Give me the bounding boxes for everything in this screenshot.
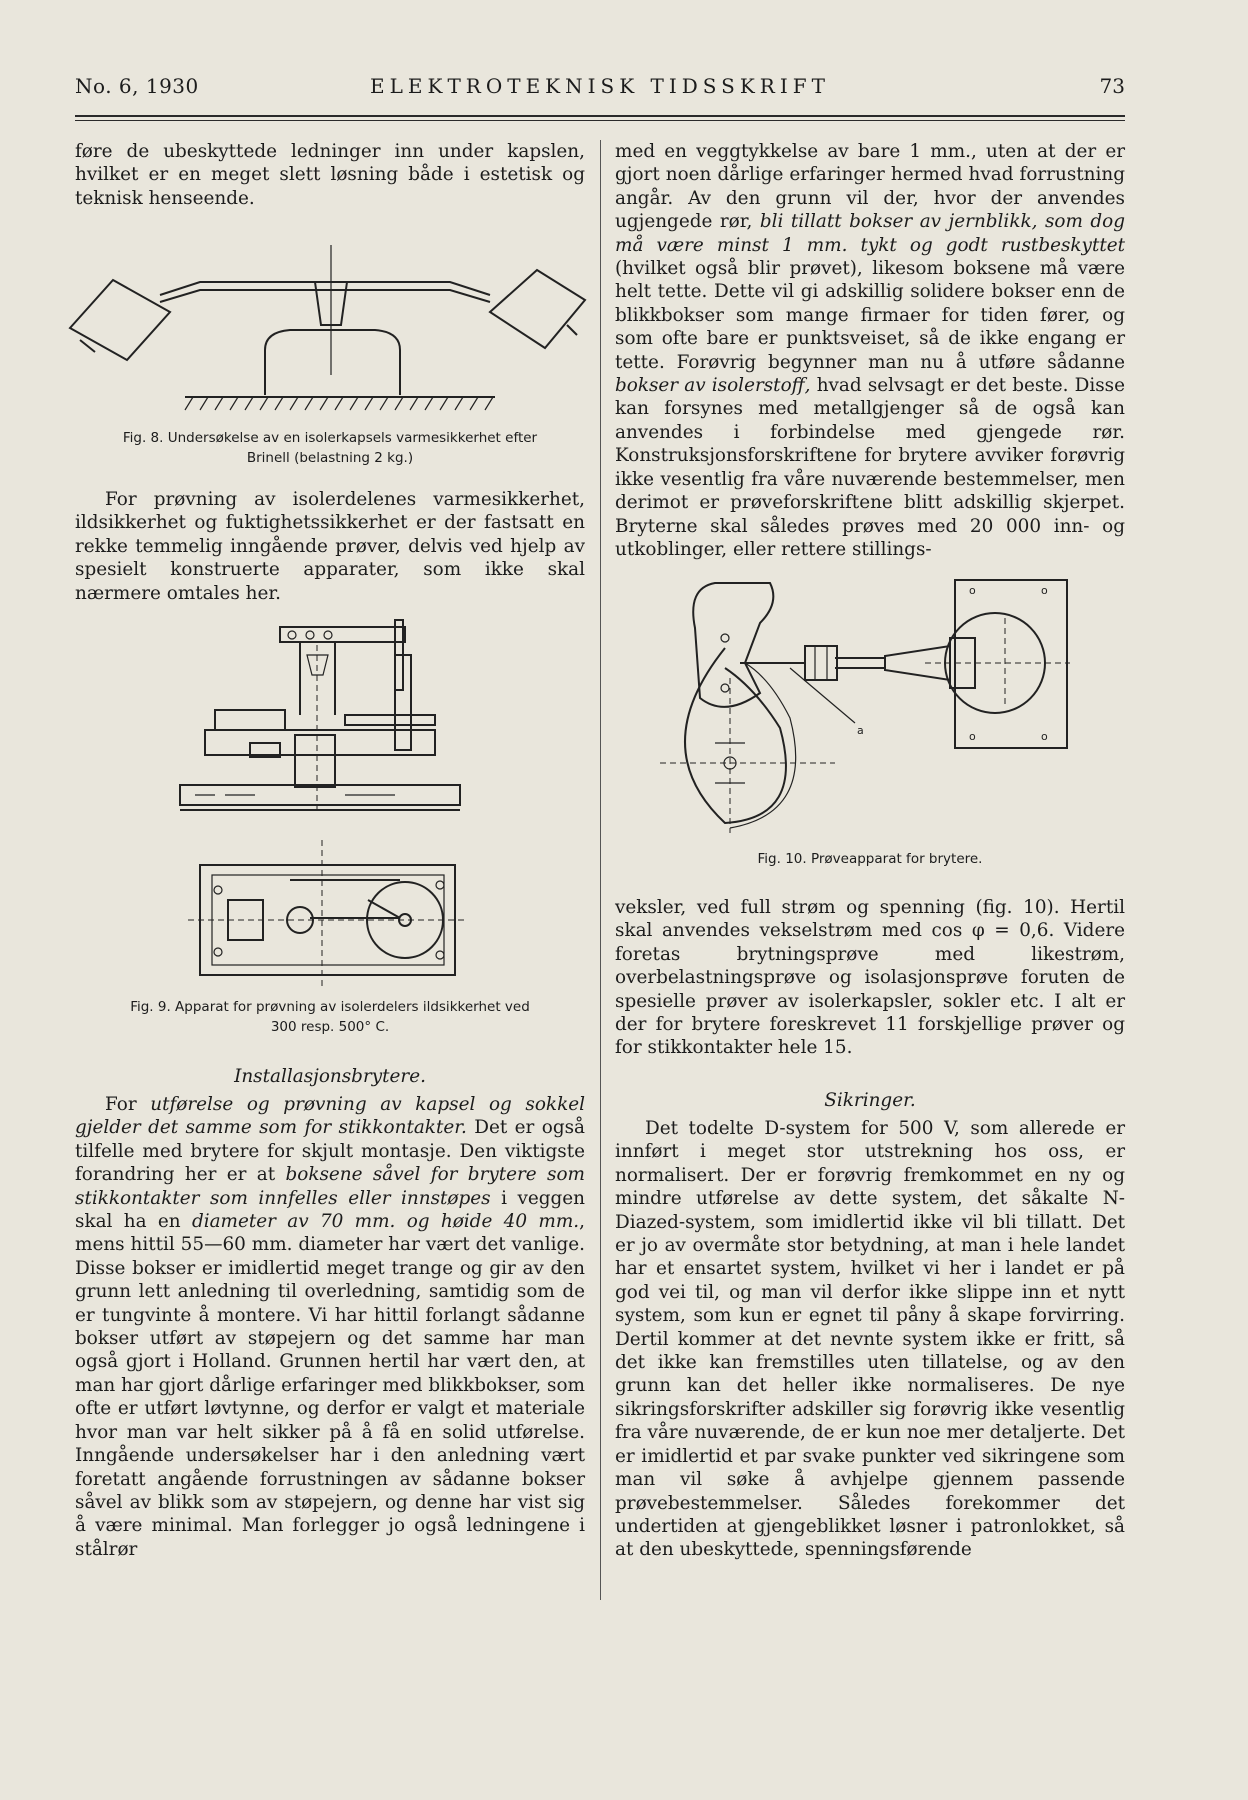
intro-paragraph: føre de ubeskyttede ledninger inn under kapslen, hvilket er en meget slett løsning både i estetisk og teknisk henseende. bbox=[75, 141, 585, 209]
column-divider bbox=[600, 140, 601, 1600]
fig9-caption-line1: Fig. 9. Apparat for prøvning av isolerdelers ildsikkerhet ved bbox=[130, 999, 530, 1015]
install-text-2: Det er også tilfelle med brytere for skjult montasje. Den viktigste forandring her er at bbox=[75, 1117, 585, 1186]
install-text-4: , mens hittil 55—60 mm. diameter har vært det vanlige. Disse bokser er imidlertid meget trange og gir av den grunn lett anledning til overledning, samtidig som de er tungvinte å montere. Vi har hittil forlangt sådanne bokser utført av støpejern og det samme har man også gjort i Holland. Grunnen hertil har vært den, at man har gjort dårlige erfaringer med blikkbokser, som ofte er utført løvtynne, og derfor er valgt et materiale hvor man var helt sikker på å få en solid utførelse. Inngående undersøkelser har i den anledning vært foretatt angående forrustningen av sådanne bokser såvel av blikk som av støpejern, og denne har vist sig å være minimal. Man forlegger jo også ledningene i stålrør bbox=[75, 1211, 585, 1560]
header-rule-thin bbox=[75, 120, 1125, 121]
fig10-label-o-3: o bbox=[969, 730, 976, 743]
running-header bbox=[75, 74, 1125, 108]
left-intro-block bbox=[75, 140, 585, 210]
install-text-1: For bbox=[105, 1094, 151, 1115]
fig8-caption-line1: Fig. 8. Undersøkelse av en isolerkapsels varmesikkerhet efter bbox=[122, 430, 538, 446]
right-emph-1: bli tillatt bokser av jernblikk, som dog må være minst 1 mm. tykt og godt rustbeskyttet bbox=[615, 211, 1125, 256]
right-sikringer-block bbox=[615, 1117, 1125, 1562]
fig8-caption bbox=[75, 428, 585, 468]
header-rule bbox=[75, 115, 1125, 117]
fig9-caption-line2: 300 resp. 500° C. bbox=[270, 1019, 390, 1035]
left-install-block bbox=[75, 1093, 585, 1561]
fig10-caption: Fig. 10. Prøveapparat for brytere. bbox=[757, 851, 983, 867]
fig10-label-a: a bbox=[857, 724, 864, 737]
right-text-1: med en veggtykkelse av bare 1 mm., uten at der er gjort noen dårlige erfaringer hermed hvad forrustning angår. Av den grunn vil der, hvor der anvendes ugjengede rør, bbox=[615, 141, 1125, 233]
veksler-paragraph: veksler, ved full strøm og spenning (fig. 10). Hertil skal anvendes vekselstrøm med cos φ = 0,6. Videre foretas brytningsprøve med likestrøm, overbelastningsprøve og isolasjonsprøve foruten de spesielle prøver av isolerkapsler, sokler etc. I alt er der for brytere foreskrevet 11 forskjellige prøver og for stikkontakter hele 15. bbox=[615, 897, 1125, 1059]
fig10-drawing bbox=[685, 578, 1085, 843]
fig10-label-o-1: o bbox=[969, 584, 976, 597]
right-veksler-block bbox=[615, 896, 1125, 1060]
page-number: 73 bbox=[1099, 74, 1125, 98]
fig10-label-o-4: o bbox=[1041, 730, 1048, 743]
right-text-2: (hvilket også blir prøvet), likesom boksene må være helt tette. Dette vil gi adskillig solidere bokser enn de blikkbokser som mange firmaer for tiden fører, og som ofte bare er punktsveiset, så de ikke engang er tette. Forøvrig begynner man nu å utføre sådanne bbox=[615, 258, 1125, 373]
journal-title: ELEKTROTEKNISK TIDSSKRIFT bbox=[370, 74, 830, 98]
section-installasjonsbrytere: Installasjonsbrytere. bbox=[234, 1066, 426, 1087]
right-emph-2: bokser av isolerstoff, bbox=[615, 375, 811, 397]
fig9-caption bbox=[75, 997, 585, 1037]
right-top-block bbox=[615, 140, 1125, 561]
install-emph-1: utførelse og prøvning av kapsel og sokkel gjelder det samme som for stikkontakter. bbox=[75, 1094, 585, 1139]
fig8-caption-line2: Brinell (belastning 2 kg.) bbox=[246, 450, 414, 466]
issue-number: No. 6, 1930 bbox=[75, 74, 199, 98]
section-sikringer: Sikringer. bbox=[824, 1090, 916, 1111]
fig10-label-o-2: o bbox=[1041, 584, 1048, 597]
install-text-3: i veggen skal ha en bbox=[75, 1187, 586, 1233]
fig8-drawing bbox=[75, 240, 585, 410]
right-text-3: hvad selvsagt er det beste. Disse kan forsynes med metallgjenger så de også kan anvendes i forbindelse med gjengede rør. Konstruksjonsforskriftene for brytere avviker forøvrig ikke vesentlig fra våre nuværende bestemmelser, men derimot er prøveforskriftene blitt adskillig skjerpet. Bryterne skal således prøves med 20 000 inn- og utkoblinger, eller rettere stillings- bbox=[615, 375, 1126, 560]
install-paragraph bbox=[75, 1093, 585, 1561]
install-emph-2: boksene såvel for brytere som stikkontakter som innfelles eller innstøpes bbox=[75, 1164, 585, 1209]
fig9-drawing-side bbox=[195, 625, 455, 820]
right-top-paragraph bbox=[615, 140, 1125, 561]
sikringer-paragraph: Det todelte D-system for 500 V, som allerede er innført i meget stor utstrekning hos oss, er normalisert. Der er forøvrig fremkommet en ny og mindre utførelse av dette system, det såkalte N-Diazed-system, som imidlertid ikke vil bli tillatt. Det er jo av overmåte stor betydning, at man i hele landet har et ensartet system, hvilket vi her i landet er på god vei til, og man vil derfor ikke slippe inn et nytt system, som kun er egnet til påny å skape forvirring. Dertil kommer at det nevnte system ikke er fritt, så det ikke kan fremstilles uten tillatelse, og av den grunn kan det heller ikke normaliseres. De nye sikringsforskrifter adskiller sig forøvrig ikke vesentlig fra våre nuværende, de er kun noe mer detaljerte. Det er imidlertid et par svake punkter ved sikringene som man vil søke å avhjelpe gjennem passende prøvebestemmelser. Således forekommer det undertiden at gjengeblikket løsner i patronlokket, så at den ubeskyttede, spenningsførende bbox=[615, 1118, 1125, 1561]
fig9-drawing-plan bbox=[200, 860, 460, 980]
left-provning-block bbox=[75, 488, 585, 605]
provning-paragraph: For prøvning av isolerdelenes varmesikkerhet, ildsikkerhet og fuktighetssikkerhet er der fastsatt en rekke temmelig inngående prøver, delvis ved hjelp av spesielt konstruerte apparater, som ikke skal nærmere omtales her. bbox=[75, 489, 585, 604]
install-emph-3: diameter av 70 mm. og høide 40 mm. bbox=[191, 1211, 580, 1233]
